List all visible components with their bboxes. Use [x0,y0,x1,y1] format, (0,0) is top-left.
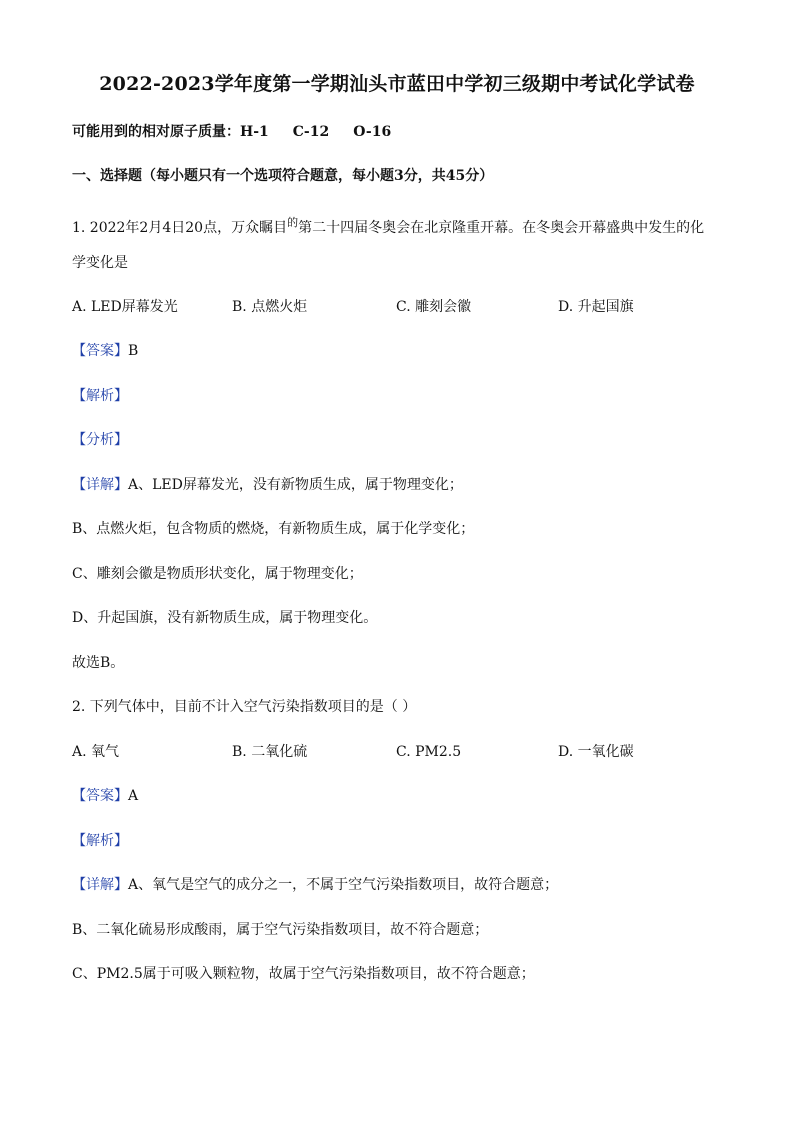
q2-option-c: C. PM2.5 [396,744,462,760]
q1-detail-line-2: B、点燃火炬，包含物质的燃烧，有新物质生成，属于化学变化； [72,521,475,537]
atomic-mass-label: 可能用到的相对原子质量： [72,124,240,140]
atomic-mass-line [72,122,391,142]
atomic-mass-h: H-1 [240,124,269,140]
q1-analysis-tag: 【解析】 [72,388,128,404]
q2-answer-value: A [128,788,139,804]
q1-detail-line-3: C、雕刻会徽是物质形状变化，属于物理变化； [72,566,363,582]
page-title: 2022-2023学年度第一学期汕头市蓝田中学初三级期中考试化学试卷 [99,73,695,95]
q2-option-b: B. 二氧化硫 [232,744,308,760]
q1-answer-tag: 【答案】 [72,343,128,359]
q1-detail-line-4: D、升起国旗，没有新物质生成，属于物理变化。 [72,610,378,626]
q1-stem-superscript: 的 [287,216,299,229]
atomic-mass-o: O-16 [353,124,392,140]
q2-detail-line-2: B、二氧化硫易形成酸雨，属于空气污染指数项目，故不符合题意； [72,922,489,938]
q1-detail-tag: 【详解】 [72,477,128,493]
q2-stem: 2. 下列气体中，目前不计入空气污染指数项目的是（ ） [72,699,417,715]
q1-detail-line-1 [72,475,463,495]
q1-stem-line1 [72,218,704,239]
atomic-mass-c: C-12 [292,124,330,140]
q2-option-a: A. 氧气 [72,744,120,760]
q2-detail-line-1 [72,875,558,895]
q1-option-c: C. 雕刻会徽 [396,299,472,315]
q2-analysis-tag: 【解析】 [72,833,128,849]
q2-answer-tag: 【答案】 [72,788,128,804]
q2-detail-tag: 【详解】 [72,877,128,893]
q2-detail-text-1: A、氧气是空气的成分之一，不属于空气污染指数项目，故符合题意； [128,877,559,893]
q1-fenxi-tag: 【分析】 [72,432,128,448]
q1-answer [72,341,138,361]
q1-option-a: A. LED屏幕发光 [72,299,178,315]
q2-option-d: D. 一氧化碳 [558,744,634,760]
section-heading: 一、选择题（每小题只有一个选项符合题意，每小题3分，共45分） [72,168,494,184]
q2-detail-line-3: C、PM2.5属于可吸入颗粒物，故属于空气污染指数项目，故不符合题意； [72,966,535,982]
q2-answer [72,786,138,806]
q1-stem-part-b: 第二十四届冬奥会在北京隆重开幕。在冬奥会开幕盛典中发生的化 [298,220,705,236]
q1-option-b: B. 点燃火炬 [232,299,308,315]
q1-stem-line2: 学变化是 [72,255,128,271]
q1-stem-part-a: 1. 2022年2月4日20点，万众瞩目 [72,220,288,236]
q1-detail-text-1: A、LED屏幕发光，没有新物质生成，属于物理变化； [128,477,463,493]
q1-option-d: D. 升起国旗 [558,299,634,315]
q1-answer-value: B [128,343,139,359]
q1-conclusion: 故选B。 [72,655,125,671]
